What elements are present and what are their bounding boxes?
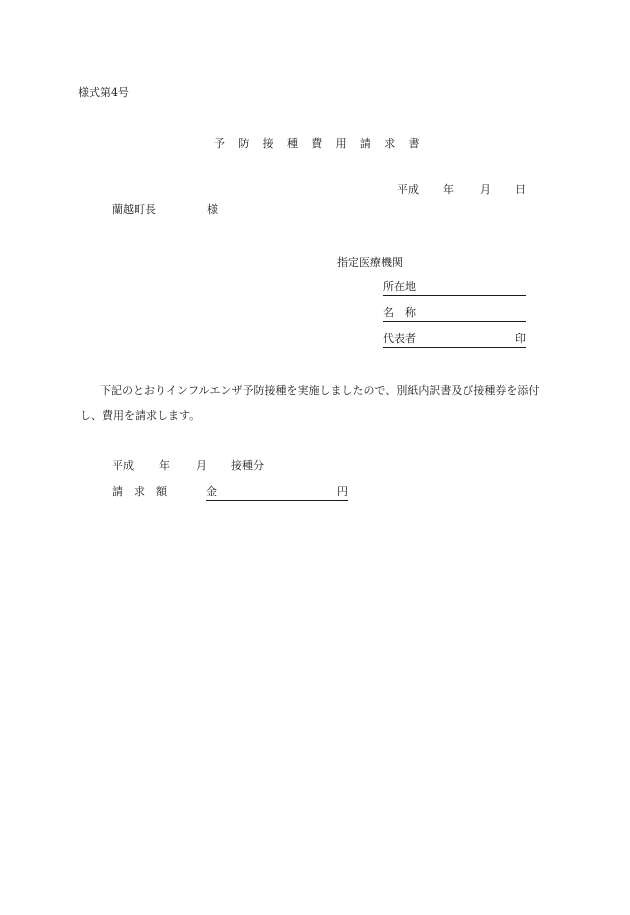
address-field: [383, 280, 526, 296]
title-char: 種: [286, 137, 299, 150]
representative-label: 代表者: [383, 332, 416, 345]
facility-name-label: 名 称: [383, 306, 416, 319]
date-year-unit: 年: [443, 183, 454, 196]
addressee-honorific: 様: [207, 203, 218, 216]
facility-name-field: [383, 306, 526, 322]
title-char: 書: [408, 137, 420, 150]
vaccination-period: [112, 459, 264, 473]
title-char: 予: [214, 137, 226, 150]
title-char: 接: [262, 137, 274, 150]
period-suffix: 接種分: [231, 459, 264, 472]
amount-prefix: 金: [206, 485, 217, 498]
date-era: 平成: [397, 183, 419, 196]
request-statement: 下記のとおりインフルエンザ予防接種を実施しましたので、別紙内訳書及び接種券を添付し、費用を請求します。: [80, 384, 540, 422]
title-char: 防: [238, 137, 250, 150]
title-char: 請: [359, 137, 372, 150]
addressee: [112, 203, 218, 217]
period-era: 平成: [112, 459, 134, 472]
amount-unit: 円: [337, 485, 348, 498]
date-day-unit: 日: [515, 183, 526, 196]
period-month-unit: 月: [196, 459, 207, 472]
facility-heading: 指定医療機関: [337, 256, 403, 269]
submission-date: [397, 183, 526, 197]
amount-label: 請 求 額: [112, 485, 167, 498]
title-char: 費: [311, 137, 323, 150]
address-label: 所在地: [383, 280, 416, 293]
form-number: 様式第4号: [78, 86, 129, 99]
seal-mark: 印: [515, 332, 526, 345]
date-month-unit: 月: [480, 183, 491, 196]
title-char: 求: [384, 137, 396, 150]
period-year-unit: 年: [159, 459, 170, 472]
representative-field: [383, 332, 526, 348]
document-title: [214, 137, 433, 151]
amount-field: [206, 485, 348, 501]
title-char: 用: [335, 137, 347, 150]
addressee-name: 蘭越町長: [112, 203, 156, 216]
